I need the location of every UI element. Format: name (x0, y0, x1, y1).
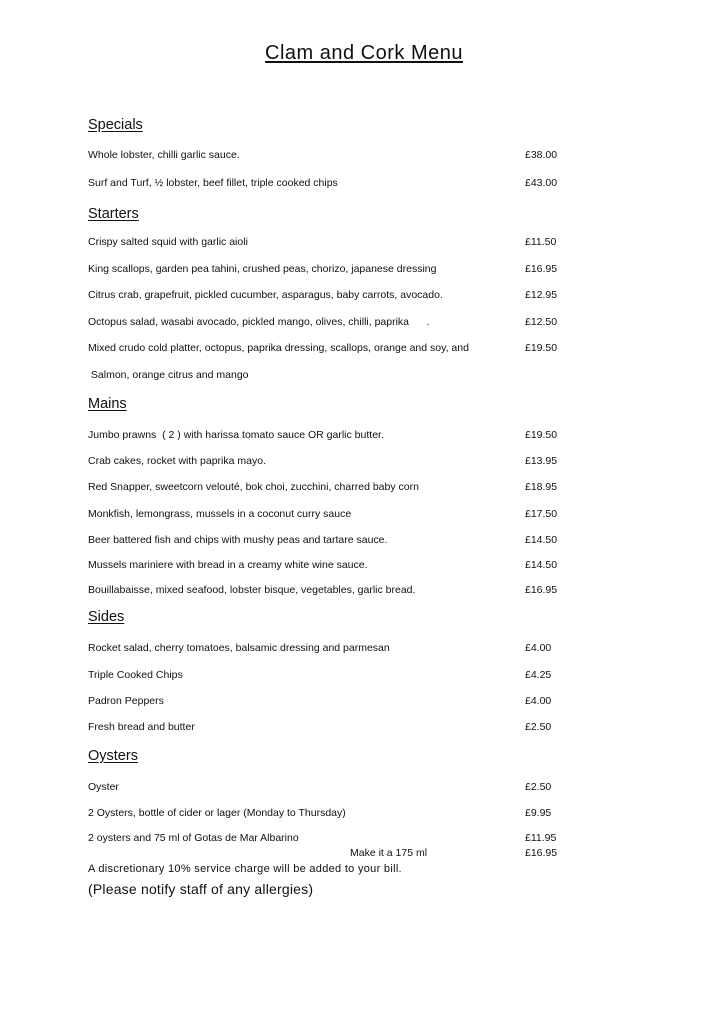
menu-item-name: 2 Oysters, bottle of cider or lager (Monday to Thursday) (88, 807, 346, 819)
menu-item-price: £13.95 (525, 455, 558, 467)
menu-item-name: Whole lobster, chilli garlic sauce. (88, 149, 240, 161)
menu-item-price: £19.50 (525, 429, 558, 441)
section-heading-specials: Specials (88, 117, 143, 133)
menu-item-price: £4.25 (525, 669, 552, 681)
menu-item-price: £43.00 (525, 177, 558, 189)
menu-item-price: £2.50 (525, 721, 552, 733)
menu-item-price: £18.95 (525, 481, 558, 493)
menu-item-name: King scallops, garden pea tahini, crushed peas, chorizo, japanese dressing (88, 263, 437, 275)
menu-item-price: £2.50 (525, 781, 552, 793)
upgrade-label: Make it a 175 ml (350, 847, 428, 859)
menu-item-name: Monkfish, lemongrass, mussels in a coconut curry sauce (88, 508, 352, 520)
section-heading-starters: Starters (88, 206, 139, 222)
menu-item-name: Surf and Turf, ½ lobster, beef fillet, triple cooked chips (88, 177, 338, 189)
menu-item-name: Mussels mariniere with bread in a creamy white wine sauce. (88, 559, 368, 571)
menu-item-name: Fresh bread and butter (88, 721, 195, 733)
menu-item-name: 2 oysters and 75 ml of Gotas de Mar Albarino (88, 832, 299, 844)
menu-item-price: £16.95 (525, 584, 558, 596)
upgrade-price: £16.95 (525, 847, 558, 859)
menu-item-price: £11.50 (525, 236, 557, 248)
menu-item-price: £12.95 (525, 289, 558, 301)
menu-item-name-continuation: Salmon, orange citrus and mango (88, 369, 249, 381)
menu-item-price: £4.00 (525, 642, 552, 654)
menu-item-name: Jumbo prawns ( 2 ) with harissa tomato sauce OR garlic butter. (88, 429, 384, 441)
menu-item-name: Oyster (88, 781, 119, 793)
menu-item-price: £38.00 (525, 149, 558, 161)
menu-item-name: Citrus crab, grapefruit, pickled cucumber, asparagus, baby carrots, avocado. (88, 289, 443, 301)
page-title: Clam and Cork Menu (265, 42, 463, 64)
menu-item-name: Triple Cooked Chips (88, 669, 183, 681)
menu-item-name: Octopus salad, wasabi avocado, pickled mango, olives, chilli, paprika . (88, 316, 430, 328)
menu-item-name: Mixed crudo cold platter, octopus, paprika dressing, scallops, orange and soy, and (88, 342, 469, 354)
menu-item-price: £12.50 (525, 316, 558, 328)
menu-item-name: Padron Peppers (88, 695, 164, 707)
allergy-note: (Please notify staff of any allergies) (88, 881, 314, 897)
menu-item-price: £19.50 (525, 342, 558, 354)
menu-item-name: Crab cakes, rocket with paprika mayo. (88, 455, 266, 467)
menu-item-price: £9.95 (525, 807, 552, 819)
menu-item-price: £14.50 (525, 559, 558, 571)
menu-item-name: Red Snapper, sweetcorn velouté, bok choi, zucchini, charred baby corn (88, 481, 419, 493)
menu-item-price: £17.50 (525, 508, 558, 520)
section-heading-oysters: Oysters (88, 748, 138, 764)
section-heading-sides: Sides (88, 609, 125, 625)
menu-item-name: Beer battered fish and chips with mushy peas and tartare sauce. (88, 534, 388, 546)
menu-item-name: Bouillabaisse, mixed seafood, lobster bisque, vegetables, garlic bread. (88, 584, 416, 596)
menu-item-name: Rocket salad, cherry tomatoes, balsamic dressing and parmesan (88, 642, 390, 654)
menu-item-price: £16.95 (525, 263, 558, 275)
menu-item-name: Crispy salted squid with garlic aioli (88, 236, 248, 248)
menu-item-price: £11.95 (525, 832, 557, 844)
section-heading-mains: Mains (88, 396, 127, 412)
service-charge-note: A discretionary 10% service charge will be added to your bill. (88, 863, 402, 875)
menu-item-price: £4.00 (525, 695, 552, 707)
menu-item-price: £14.50 (525, 534, 558, 546)
